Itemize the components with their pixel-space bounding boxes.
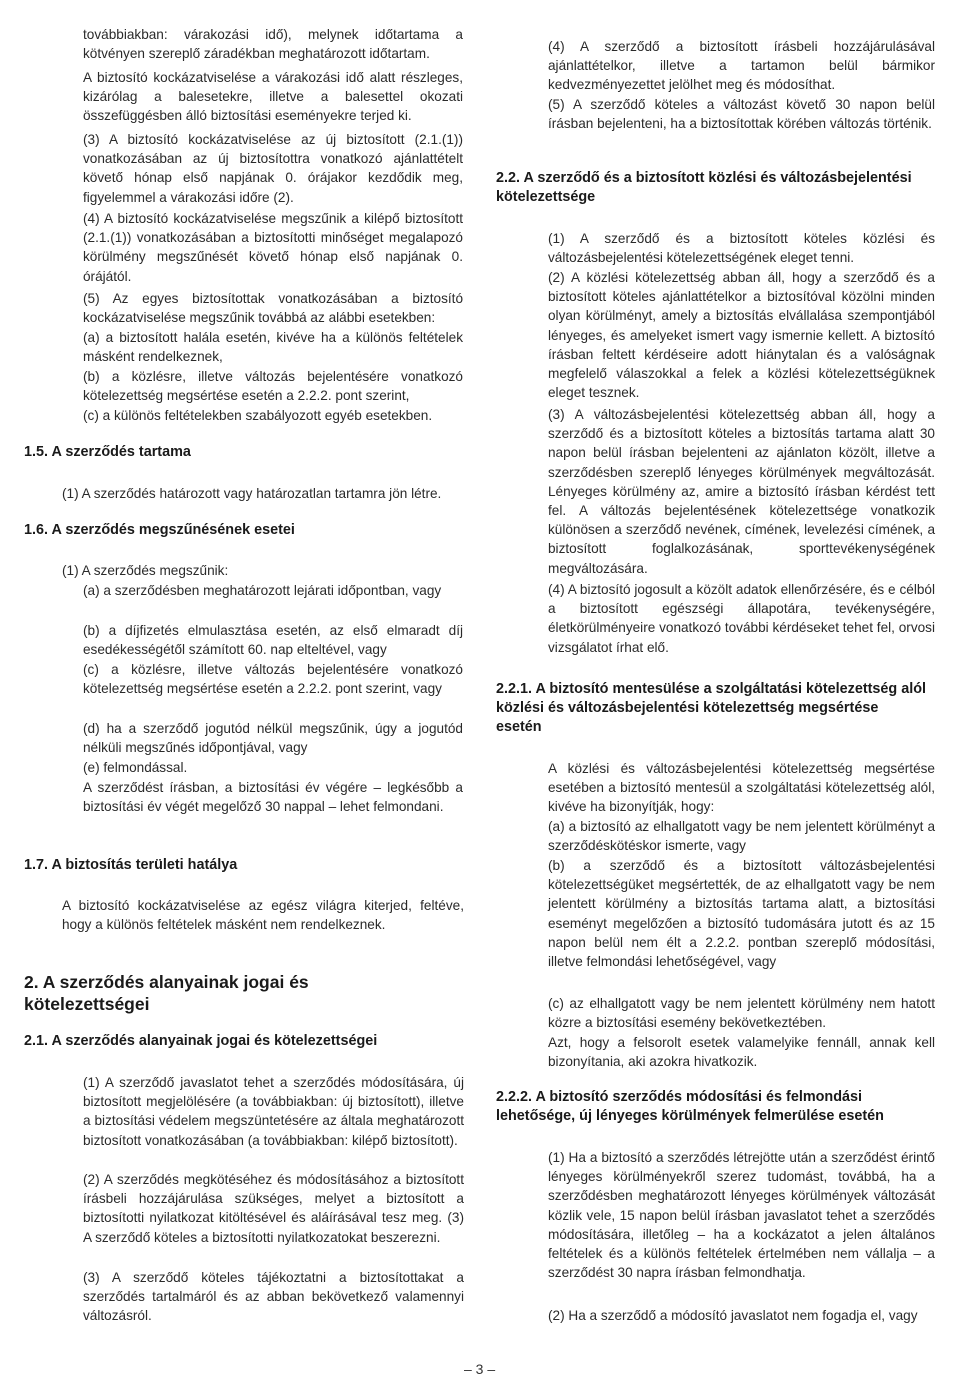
- paragraph: (4) A szerződő a biztosított írásbeli hozzájárulásával ajánlattételkor, illetve a tartamon belül bármikor kedvezményezettet jelölhet meg és módosíthat.: [548, 39, 935, 93]
- section-heading: 2.2.1. A biztosító mentesülése a szolgáltatási kötelezettség alól közlési és változásbejelentési kötelezettség megsértése esetén: [496, 681, 926, 735]
- paragraph: A biztosító kockázatviselése az egész világra kiterjed, feltéve, hogy a különös feltételek másként nem rendelkeznek.: [62, 898, 464, 933]
- paragraph: (3) A biztosító kockázatviselése az új biztosított (2.1.(1)) vonatkozásában az új biztosítottra vonatkozó ajánlattételt követő hónap első napjának 0. órájakor kezdődik meg, figyelemmel a várakozási időre (2).: [83, 132, 463, 205]
- list-item: (b) a szerződő és a biztosított változásbejelentési kötelezettségüket megsértették, de az elhallgatott vagy be nem jelentett körülmény a biztosítás tartama alatt, a biztosítási eseményt megelőzően a biztosító tudomására jutott és az 15 napon belül nem élt a 2.2.2. pontban szereplő módosítási, illetve felmondási lehetőségével, vagy: [548, 858, 935, 970]
- paragraph: továbbiakban: várakozási idő), melynek időtartama a kötvényen szereplő záradékban meghatározott időtartam.: [83, 27, 463, 62]
- paragraph: A szerződést írásban, a biztosítási év végére – legkésőbb a biztosítási év végét megelőző 30 nappal – lehet felmondani.: [83, 780, 463, 815]
- list-item: (a) a biztosító az elhallgatott vagy be nem jelentett körülményt a szerződéskötéskor ismerte, vagy: [548, 819, 935, 854]
- section-heading: 1.5. A szerződés tartama: [24, 444, 191, 460]
- paragraph: (4) A biztosító kockázatviselése megszűnik a kilépő biztosított (2.1.(1)) vonatkozásában a biztosítotti minőséget megalapozó körülmény megszűnését követő hónap első napjának 0. órájától.: [83, 211, 463, 284]
- list-item: (e) felmondással.: [83, 760, 188, 775]
- paragraph: (4) A biztosító jogosult a közölt adatok ellenőrzésére, és e célból a biztosított egészségi állapotára, tevékenységére, életkörülményeire vonatkozó további kérdéseket tehet fel, orvosi vizsgálatot írhat elő.: [548, 582, 935, 655]
- paragraph: Azt, hogy a felsorolt esetek valamelyike fennáll, annak kell bizonyítania, aki azokra hivatkozik.: [548, 1035, 935, 1070]
- list-item: (b) a közlésre, illetve változás bejelentésére vonatkozó kötelezettség megsértése esetén a 2.2.2. pont szerint,: [83, 369, 463, 404]
- list-item: (c) a különös feltételekben szabályozott egyéb esetekben.: [83, 408, 433, 423]
- list-item: (a) a szerződésben meghatározott lejárati időpontban, vagy: [83, 583, 442, 598]
- paragraph: (1) A szerződő javaslatot tehet a szerződés módosítására, új biztosított megjelölésére (a továbbiakban: új biztosított), illetve a biztosítási védelem megszüntetésére az általa meghatározott biztosított vonatkozásában (a továbbiakban: kilépő biztosított).: [83, 1075, 464, 1148]
- section-heading: 1.6. A szerződés megszűnésének esetei: [24, 522, 295, 538]
- page-number: – 3 –: [464, 1361, 496, 1377]
- paragraph: (5) A szerződő köteles a változást követő 30 napon belül írásban bejelenteni, ha a biztosítottak körében változás történik.: [548, 97, 935, 132]
- list-item: (b) a díjfizetés elmulasztása esetén, az első elmaradt díj esedékességétől számított 60. nap elteltével, vagy: [83, 623, 463, 658]
- list-item: (c) a közlésre, illetve változás bejelentésére vonatkozó kötelezettség megsértése esetén a 2.2.2. pont szerint, vagy: [83, 662, 463, 697]
- paragraph: (2) A szerződés megkötéséhez és módosításához a biztosított írásbeli hozzájárulása szükséges, melyet a biztosított a biztosítotti nyilatkozat kitöltésével és aláírásával tesz meg. (3) A szerződő köteles a biztosítotti nyilatkozatokat beszerezni.: [83, 1172, 464, 1245]
- paragraph: (1) Ha a biztosító a szerződés létrejötte után a szerződést érintő lényeges körülményekről szerez tudomást, továbbá, ha a szerződésben meghatározott lényeges körülmények változását közlik vele, 15 napon belül írásban javaslatot tehet a szerződés módosítására, illetőleg – ha a kockázatot a jelen általános feltételek és a különös feltételek értelmében nem vállalja – a szerződést 30 napra írásban felmondhatja.: [548, 1150, 935, 1281]
- section-heading: 1.7. A biztosítás területi hatálya: [24, 857, 238, 873]
- paragraph: (1) A szerződő és a biztosított köteles közlési és változásbejelentési kötelezettségének eleget tenni.: [548, 231, 935, 266]
- list-item: (d) ha a szerződő jogutód nélkül megszűnik, úgy a jogutód nélküli megszűnés időpontjával, vagy: [83, 721, 463, 756]
- paragraph: (1) A szerződés megszűnik:: [62, 563, 229, 578]
- section-heading: 2.2.2. A biztosító szerződés módosítási és felmondási lehetősége, új lényeges körülmények felmerülése esetén: [496, 1089, 884, 1124]
- paragraph: (2) A közlési kötelezettség abban áll, hogy a szerződő és a biztosított köteles ajánlattételkor a biztosítóval közölni minden olyan körülményt, amely a biztosítás elvállalása szempontjából lényeges, és amelyeket ismert vagy ismernie kellett. A biztosító írásban feltett kérdéseire adott hiánytalan és a valóságnak megfelelő válaszokkal a felek a közlési kötelezettségüknek eleget tesznek.: [548, 270, 935, 401]
- paragraph: (2) Ha a szerződő a módosító javaslatot nem fogadja el, vagy: [548, 1308, 918, 1323]
- chapter-heading: 2. A szerződés alanyainak jogai és kötelezettségei: [24, 972, 309, 1014]
- paragraph: A biztosító kockázatviselése a várakozási idő alatt részleges, kizárólag a balesetekre, illetve a balesettel okozati összefüggésben álló biztosítási eseményekre terjed ki.: [83, 70, 463, 124]
- paragraph: (3) A szerződő köteles tájékoztatni a biztosítottakat a szerződés tartalmáról és az abban bekövetkező valamennyi változásról.: [83, 1270, 464, 1324]
- paragraph: (5) Az egyes biztosítottak vonatkozásában a biztosító kockázatviselése megszűnik továbbá az alábbi esetekben:: [83, 291, 463, 326]
- list-item: (c) az elhallgatott vagy be nem jelentett körülmény nem hatott közre a biztosítási esemény bekövetkeztében.: [548, 996, 935, 1031]
- paragraph: (1) A szerződés határozott vagy határozatlan tartamra jön létre.: [62, 486, 442, 501]
- section-heading: 2.2. A szerződő és a biztosított közlési és változásbejelentési kötelezettsége: [496, 170, 912, 205]
- paragraph: (3) A változásbejelentési kötelezettség abban áll, hogy a szerződő és a biztosított köteles a biztosítás tartama alatt 30 napon belül írásban bejelenteni az ajánlaton közölt, illetve a szerződésben szereplő lényeges körülmények megváltozását. Lényeges körülmény az, amire a biztosító írásban kérdést tett fel. A változás bejelentésének kötelezettsége vonatkozik különösen a szerződő nevének, címének, levelezési címének, a biztosított foglalkozásának, sporttevékenységének megváltozására.: [548, 407, 935, 576]
- section-heading: 2.1. A szerződés alanyainak jogai és kötelezettségei: [24, 1033, 378, 1049]
- paragraph: A közlési és változásbejelentési kötelezettség megsértése esetében a biztosító mentesül a szolgáltatási kötelezettség alól, kivéve ha bizonyítják, hogy:: [548, 761, 935, 815]
- list-item: (a) a biztosított halála esetén, kivéve ha a különös feltételek másként rendelkeznek,: [83, 330, 463, 365]
